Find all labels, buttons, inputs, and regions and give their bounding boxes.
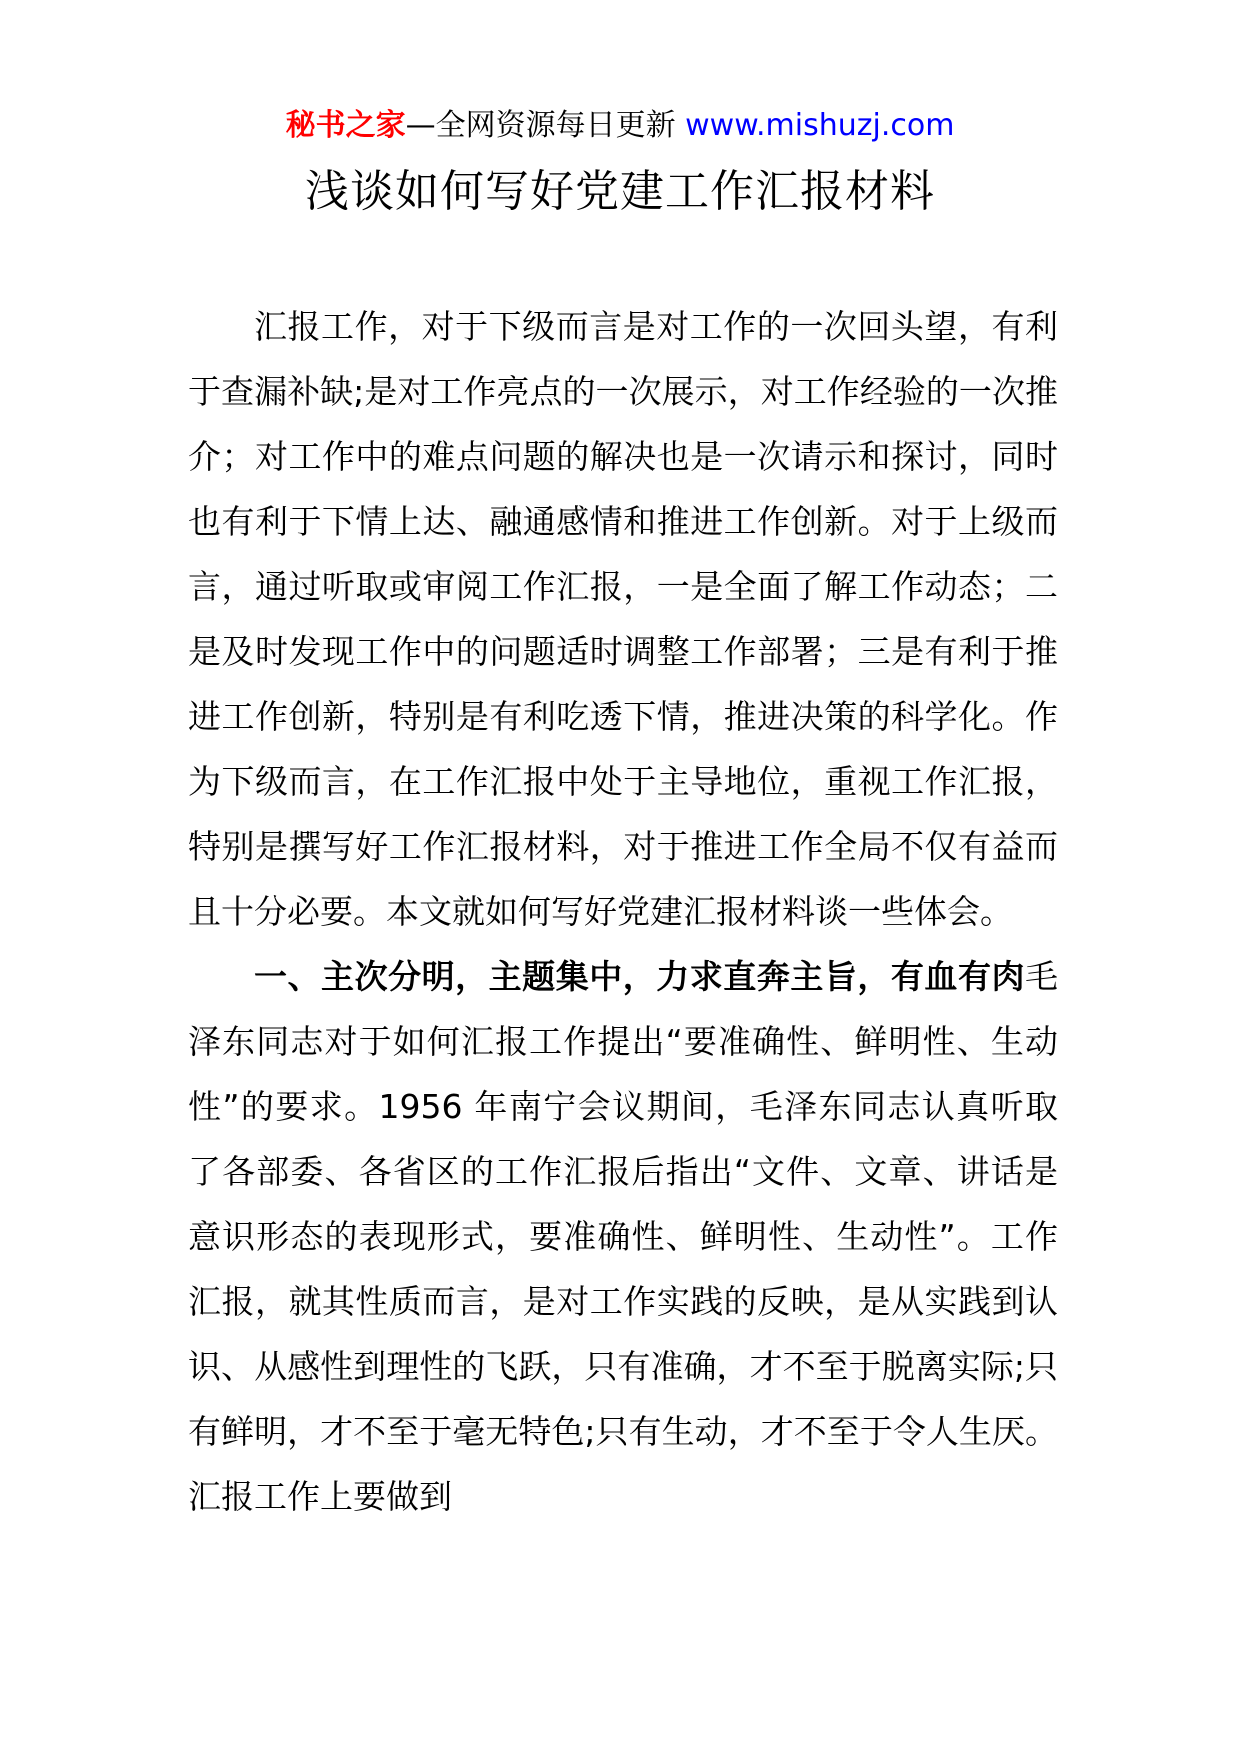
header-slogan: —全网资源每日更新	[405, 108, 676, 143]
document-body	[188, 294, 1058, 1529]
site-header	[0, 104, 1240, 148]
section-1-paragraph	[188, 944, 1058, 1529]
intro-paragraph: 汇报工作，对于下级而言是对工作的一次回头望，有利于查漏补缺;是对工作亮点的一次展示，对工作经验的一次推介；对工作中的难点问题的解决也是一次请示和探讨，同时也有利于下情上达、融通感情和推进工作创新。对于上级而言，通过听取或审阅工作汇报，一是全面了解工作动态；二是及时发现工作中的问题适时调整工作部署；三是有利于推进工作创新，特别是有利吃透下情，推进决策的科学化。作为下级而言，在工作汇报中处于主导地位，重视工作汇报，特别是撰写好工作汇报材料，对于推进工作全局不仅有益而且十分必要。本文就如何写好党建汇报材料谈一些体会。	[188, 307, 1058, 931]
document-title: 浅谈如何写好党建工作汇报材料	[305, 166, 935, 217]
brand-name: 秘书之家	[285, 108, 406, 143]
section-1-heading: 一、主次分明，主题集中，力求直奔主旨，有血有肉	[254, 957, 1025, 996]
site-url-link[interactable]: www.mishuzj.com	[685, 108, 955, 143]
section-1-text: 毛泽东同志对于如何汇报工作提出“要准确性、鲜明性、生动性”的要求。1956 年南宁会议期间，毛泽东同志认真听取了各部委、各省区的工作汇报后指出“文件、文章、讲话是意识形态的表现形式，要准确性、鲜明性、生动性”。工作汇报，就其性质而言，是对工作实践的反映，是从实践到认识、从感性到理性的飞跃，只有准确，才不至于脱离实际;只有鲜明，才不至于毫无特色;只有生动，才不至于令人生厌。汇报工作上要做到	[188, 957, 1058, 1516]
